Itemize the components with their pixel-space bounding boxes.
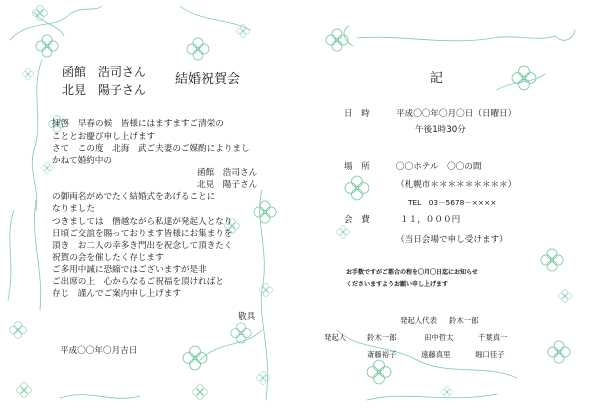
closing-word: 敬具	[238, 312, 256, 322]
issue-date: 平成〇〇年〇月吉日	[60, 346, 138, 356]
organizer-name: 斎藤裕子	[367, 350, 397, 359]
details-page	[297, 0, 594, 419]
body-line: 祝賀の会を催したく存じます	[52, 253, 164, 263]
venue-label: 場 所	[344, 162, 370, 172]
organizers-label: 発起人	[324, 333, 347, 342]
datetime-label: 日 時	[344, 109, 370, 119]
bride-name: 北見 陽子さん	[62, 83, 147, 97]
body-line: 日頃ご交誼を賜っております皆様にお集まりを	[52, 229, 233, 239]
details-heading: 記	[430, 71, 444, 86]
rsvp-line: お手数ですがご都合の程を〇月〇日迄にお知らせ	[346, 269, 478, 276]
groom-name: 函館 浩司さん	[62, 65, 147, 79]
fee-note: （当日会場で申し受けます）	[396, 235, 508, 245]
body-line: 拝啓 早春の候 皆様にはますますご清栄の	[52, 119, 224, 129]
body-line: 存じ 謹んでご案内申し上げます	[52, 289, 181, 299]
fee-label: 会 費	[344, 215, 370, 225]
bride-name-repeat: 北見 陽子さん	[197, 180, 258, 190]
body-line: 頂き お二人の幸多き門出を祝念して頂きたく	[52, 241, 233, 251]
body-line: ご多用中誠に恐縮ではございますが是非	[52, 265, 207, 275]
representative-name: 鈴木一郎	[449, 316, 479, 325]
organizer-name: 遠藤真里	[421, 350, 451, 359]
rsvp-line: くださいますようお願い申し上げます	[346, 281, 449, 288]
fee-value: １１，０００円	[400, 215, 461, 225]
representative-label: 発起人代表	[400, 316, 437, 325]
organizer-name: 堀口佳子	[475, 350, 505, 359]
body-line: かねて婚約中の	[52, 156, 112, 166]
venue-address: （札幌市＊＊＊＊＊＊＊＊＊）	[396, 180, 517, 190]
organizer-name: 田中哲太	[424, 333, 454, 342]
groom-name-repeat: 函館 浩司さん	[197, 168, 258, 178]
start-time: 午後1時30分	[415, 125, 466, 135]
venue-tel: TEL 03－5678－××××	[408, 198, 497, 207]
datetime-value: 平成〇〇年〇月〇日（日曜日）	[396, 109, 517, 119]
organizer-name: 千葉真一	[478, 333, 508, 342]
event-title: 結婚祝賀会	[175, 72, 241, 87]
body-line: さて この度 北海 武ご夫妻のご媒酌によりまし	[52, 144, 250, 154]
body-line: の御両名がめでたく結婚式をあげることに	[52, 192, 216, 202]
body-line: ご出席の上 心からなるご祝福を頂ければと	[52, 277, 224, 287]
body-line: つきましては 僭越ながら私達が発起人となり	[52, 217, 233, 227]
organizer-name: 鈴木一郎	[367, 333, 397, 342]
venue-value: 〇〇ホテル 〇〇の間	[396, 162, 482, 172]
body-line: こととお慶び申し上げます	[52, 132, 156, 142]
body-line: なりました	[52, 204, 95, 214]
